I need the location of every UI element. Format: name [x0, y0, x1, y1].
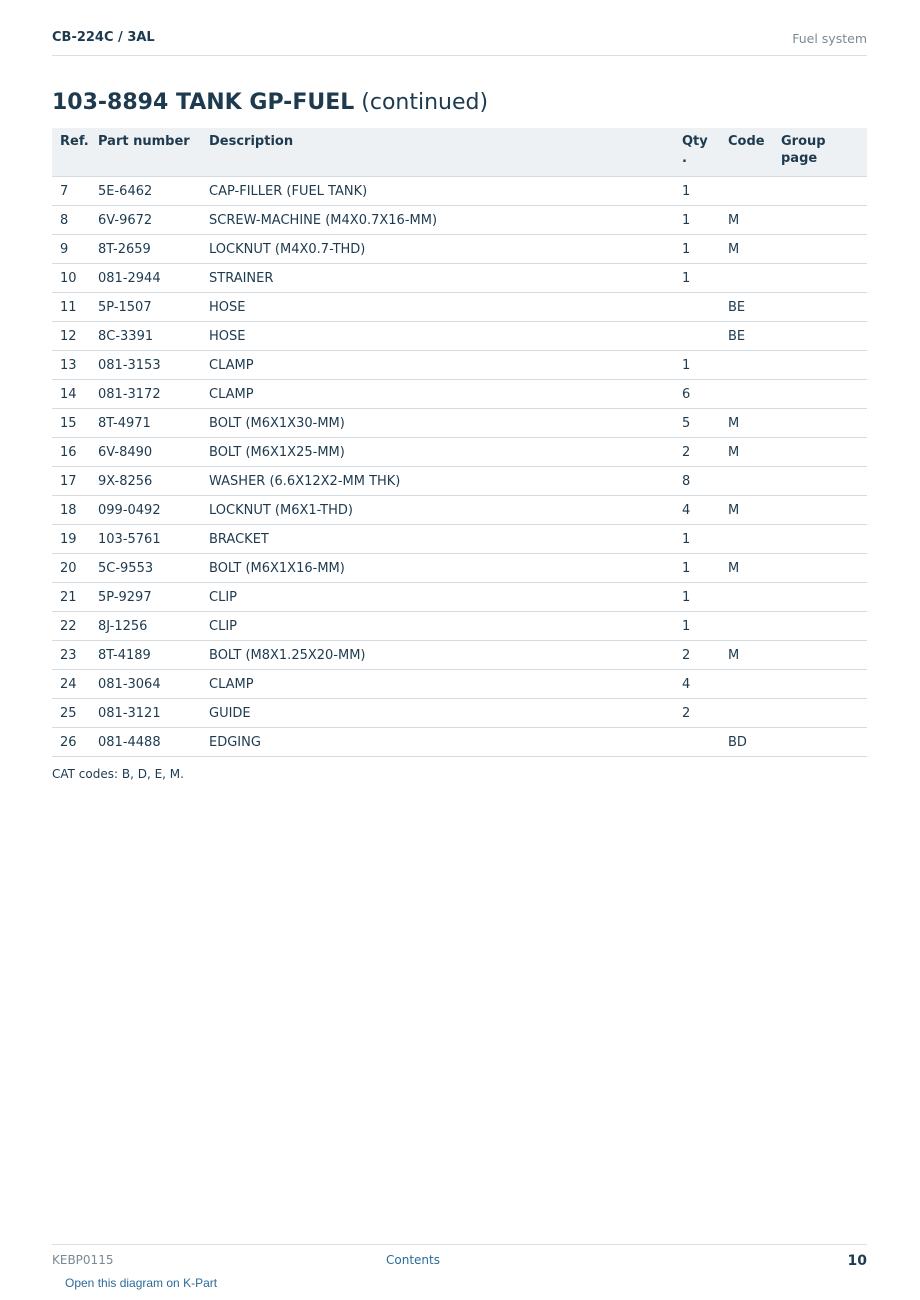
- group-page-cell: [781, 293, 867, 322]
- code-cell: [728, 351, 781, 380]
- qty-cell: [682, 293, 728, 322]
- group-page-cell: [781, 438, 867, 467]
- qty-cell: 1: [682, 612, 728, 641]
- description-cell: HOSE: [209, 293, 682, 322]
- ref-cell: 16: [52, 438, 98, 467]
- code-cell: M: [728, 496, 781, 525]
- part-number-cell: 6V-8490: [98, 438, 209, 467]
- part-number-cell: 081-3172: [98, 380, 209, 409]
- group-page-cell: [781, 699, 867, 728]
- code-cell: [728, 583, 781, 612]
- group-page-cell: [781, 351, 867, 380]
- table-row: [52, 177, 867, 206]
- part-number-cell: 8T-2659: [98, 235, 209, 264]
- code-cell: [728, 612, 781, 641]
- code-cell: [728, 264, 781, 293]
- description-cell: BOLT (M8X1.25X20-MM): [209, 641, 682, 670]
- code-cell: M: [728, 641, 781, 670]
- code-cell: [728, 177, 781, 206]
- table-row: [52, 438, 867, 467]
- description-cell: CLAMP: [209, 351, 682, 380]
- ref-cell: 8: [52, 206, 98, 235]
- qty-cell: [682, 322, 728, 351]
- code-cell: M: [728, 206, 781, 235]
- description-cell: BOLT (M6X1X16-MM): [209, 554, 682, 583]
- group-page-cell: [781, 467, 867, 496]
- title-part-name: 103-8894 TANK GP-FUEL: [52, 90, 355, 115]
- open-diagram-link[interactable]: Open this diagram on K-Part: [65, 1276, 218, 1290]
- ref-cell: 12: [52, 322, 98, 351]
- qty-cell: 5: [682, 409, 728, 438]
- title-suffix: (continued): [354, 90, 489, 115]
- header-part-number: Part number: [98, 128, 209, 177]
- qty-cell: 1: [682, 264, 728, 293]
- ref-cell: 17: [52, 467, 98, 496]
- code-cell: [728, 525, 781, 554]
- qty-cell: 8: [682, 467, 728, 496]
- code-cell: [728, 380, 781, 409]
- code-cell: BD: [728, 728, 781, 757]
- footer-document-code: KEBP0115: [52, 1253, 114, 1267]
- table-row: [52, 525, 867, 554]
- ref-cell: 15: [52, 409, 98, 438]
- group-page-cell: [781, 264, 867, 293]
- header-ref: Ref.: [52, 128, 98, 177]
- description-cell: STRAINER: [209, 264, 682, 293]
- description-cell: CLAMP: [209, 380, 682, 409]
- header-group-page: Group page: [781, 128, 867, 177]
- description-cell: BOLT (M6X1X30-MM): [209, 409, 682, 438]
- table-row: [52, 641, 867, 670]
- part-number-cell: 081-3153: [98, 351, 209, 380]
- table-row: [52, 206, 867, 235]
- part-number-cell: 6V-9672: [98, 206, 209, 235]
- qty-cell: 1: [682, 351, 728, 380]
- group-page-cell: [781, 525, 867, 554]
- table-row: [52, 351, 867, 380]
- part-number-cell: 081-4488: [98, 728, 209, 757]
- description-cell: BRACKET: [209, 525, 682, 554]
- group-page-cell: [781, 583, 867, 612]
- part-number-cell: 8T-4971: [98, 409, 209, 438]
- qty-cell: 1: [682, 554, 728, 583]
- group-page-cell: [781, 235, 867, 264]
- table-row: [52, 467, 867, 496]
- group-page-cell: [781, 641, 867, 670]
- qty-cell: 2: [682, 699, 728, 728]
- group-page-cell: [781, 728, 867, 757]
- qty-cell: 1: [682, 206, 728, 235]
- qty-cell: 4: [682, 670, 728, 699]
- part-number-cell: 5C-9553: [98, 554, 209, 583]
- table-row: [52, 670, 867, 699]
- part-number-cell: 103-5761: [98, 525, 209, 554]
- ref-cell: 14: [52, 380, 98, 409]
- table-row: [52, 699, 867, 728]
- group-page-cell: [781, 670, 867, 699]
- part-number-cell: 9X-8256: [98, 467, 209, 496]
- ref-cell: 26: [52, 728, 98, 757]
- table-row: [52, 409, 867, 438]
- code-cell: [728, 670, 781, 699]
- table-row: [52, 583, 867, 612]
- group-page-cell: [781, 177, 867, 206]
- description-cell: CAP-FILLER (FUEL TANK): [209, 177, 682, 206]
- description-cell: BOLT (M6X1X25-MM): [209, 438, 682, 467]
- ref-cell: 10: [52, 264, 98, 293]
- description-cell: CLIP: [209, 612, 682, 641]
- description-cell: EDGING: [209, 728, 682, 757]
- header-code: Code: [728, 128, 781, 177]
- description-cell: SCREW-MACHINE (M4X0.7X16-MM): [209, 206, 682, 235]
- group-page-cell: [781, 206, 867, 235]
- section-name: Fuel system: [792, 31, 867, 46]
- ref-cell: 18: [52, 496, 98, 525]
- group-page-cell: [781, 496, 867, 525]
- table-row: [52, 496, 867, 525]
- page-header: [52, 28, 867, 56]
- group-page-cell: [781, 554, 867, 583]
- qty-cell: [682, 728, 728, 757]
- code-cell: [728, 467, 781, 496]
- table-row: [52, 293, 867, 322]
- part-number-cell: 5E-6462: [98, 177, 209, 206]
- ref-cell: 9: [52, 235, 98, 264]
- code-cell: M: [728, 235, 781, 264]
- parts-table-body: [52, 177, 867, 757]
- ref-cell: 11: [52, 293, 98, 322]
- part-number-cell: 081-3064: [98, 670, 209, 699]
- qty-cell: 2: [682, 641, 728, 670]
- group-page-cell: [781, 322, 867, 351]
- ref-cell: 19: [52, 525, 98, 554]
- part-number-cell: 081-3121: [98, 699, 209, 728]
- description-cell: WASHER (6.6X12X2-MM THK): [209, 467, 682, 496]
- group-page-cell: [781, 612, 867, 641]
- description-cell: HOSE: [209, 322, 682, 351]
- page-footer: [52, 1244, 867, 1275]
- ref-cell: 22: [52, 612, 98, 641]
- qty-cell: 1: [682, 525, 728, 554]
- code-cell: BE: [728, 293, 781, 322]
- part-number-cell: 5P-9297: [98, 583, 209, 612]
- parts-table: [52, 128, 867, 757]
- qty-cell: 1: [682, 177, 728, 206]
- table-row: [52, 612, 867, 641]
- description-cell: LOCKNUT (M4X0.7-THD): [209, 235, 682, 264]
- description-cell: LOCKNUT (M6X1-THD): [209, 496, 682, 525]
- table-row: [52, 728, 867, 757]
- parts-table-header: [52, 128, 867, 177]
- part-number-cell: 5P-1507: [98, 293, 209, 322]
- table-row: [52, 235, 867, 264]
- ref-cell: 24: [52, 670, 98, 699]
- ref-cell: 20: [52, 554, 98, 583]
- part-number-cell: 081-2944: [98, 264, 209, 293]
- table-row: [52, 322, 867, 351]
- part-number-cell: 099-0492: [98, 496, 209, 525]
- code-cell: M: [728, 554, 781, 583]
- part-number-cell: 8C-3391: [98, 322, 209, 351]
- qty-cell: 1: [682, 583, 728, 612]
- table-row: [52, 380, 867, 409]
- ref-cell: 23: [52, 641, 98, 670]
- table-row: [52, 264, 867, 293]
- header-description: Description: [209, 128, 682, 177]
- document-id: CB-224C / 3AL: [52, 30, 155, 45]
- cat-codes-note: CAT codes: B, D, E, M.: [52, 767, 184, 781]
- ref-cell: 25: [52, 699, 98, 728]
- qty-cell: 1: [682, 235, 728, 264]
- ref-cell: 13: [52, 351, 98, 380]
- qty-cell: 4: [682, 496, 728, 525]
- part-number-cell: 8J-1256: [98, 612, 209, 641]
- description-cell: CLAMP: [209, 670, 682, 699]
- part-number-cell: 8T-4189: [98, 641, 209, 670]
- code-cell: BE: [728, 322, 781, 351]
- ref-cell: 21: [52, 583, 98, 612]
- page-title: [52, 88, 488, 118]
- page-number: 10: [847, 1253, 867, 1269]
- ref-cell: 7: [52, 177, 98, 206]
- qty-cell: 2: [682, 438, 728, 467]
- description-cell: CLIP: [209, 583, 682, 612]
- code-cell: M: [728, 409, 781, 438]
- code-cell: [728, 699, 781, 728]
- header-row: [52, 128, 867, 177]
- group-page-cell: [781, 409, 867, 438]
- description-cell: GUIDE: [209, 699, 682, 728]
- header-qty: Qty .: [682, 128, 728, 177]
- qty-cell: 6: [682, 380, 728, 409]
- group-page-cell: [781, 380, 867, 409]
- contents-link[interactable]: Contents: [386, 1253, 440, 1267]
- table-row: [52, 554, 867, 583]
- code-cell: M: [728, 438, 781, 467]
